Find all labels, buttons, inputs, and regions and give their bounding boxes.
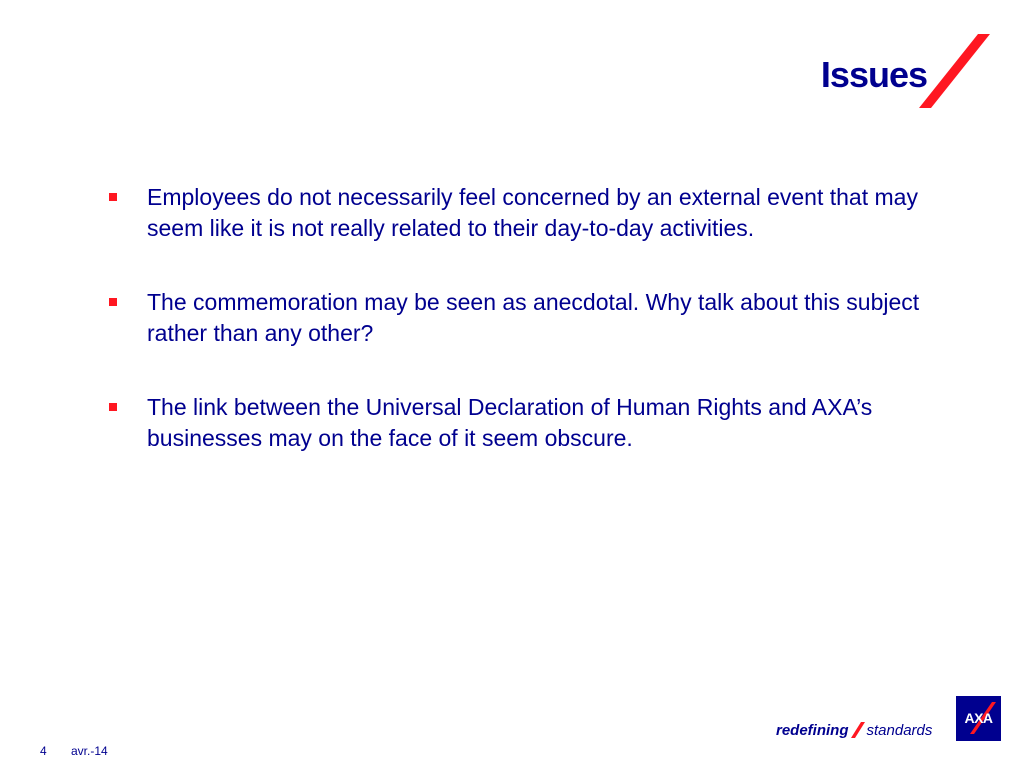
footer-date: avr.-14 bbox=[71, 744, 108, 758]
brand-tagline bbox=[776, 722, 932, 739]
square-bullet-icon bbox=[109, 298, 117, 306]
bullet-item bbox=[106, 392, 976, 454]
slide-title: Issues bbox=[820, 54, 927, 95]
axa-logo bbox=[956, 696, 1001, 741]
tagline-bold: redefining bbox=[776, 722, 849, 739]
logo-text: AXA bbox=[964, 710, 993, 726]
bullet-text: Employees do not necessarily feel concerned by an external event that may seem like it is not really related to their day-to-day activities. bbox=[147, 184, 918, 241]
bullet-text: The commemoration may be seen as anecdotal. Why talk about this subject rather than any other? bbox=[147, 289, 920, 346]
tagline-slash-icon bbox=[851, 722, 865, 738]
bullet-text: The link between the Universal Declaration of Human Rights and AXA’s businesses may on the face of it seem obscure. bbox=[147, 394, 873, 451]
bullet-list bbox=[106, 182, 976, 497]
page-number: 4 bbox=[40, 744, 47, 758]
bullet-item bbox=[106, 182, 976, 244]
square-bullet-icon bbox=[109, 193, 117, 201]
square-bullet-icon bbox=[109, 403, 117, 411]
bullet-item bbox=[106, 287, 976, 349]
tagline-light: standards bbox=[866, 722, 933, 739]
red-slash-icon bbox=[918, 34, 992, 108]
